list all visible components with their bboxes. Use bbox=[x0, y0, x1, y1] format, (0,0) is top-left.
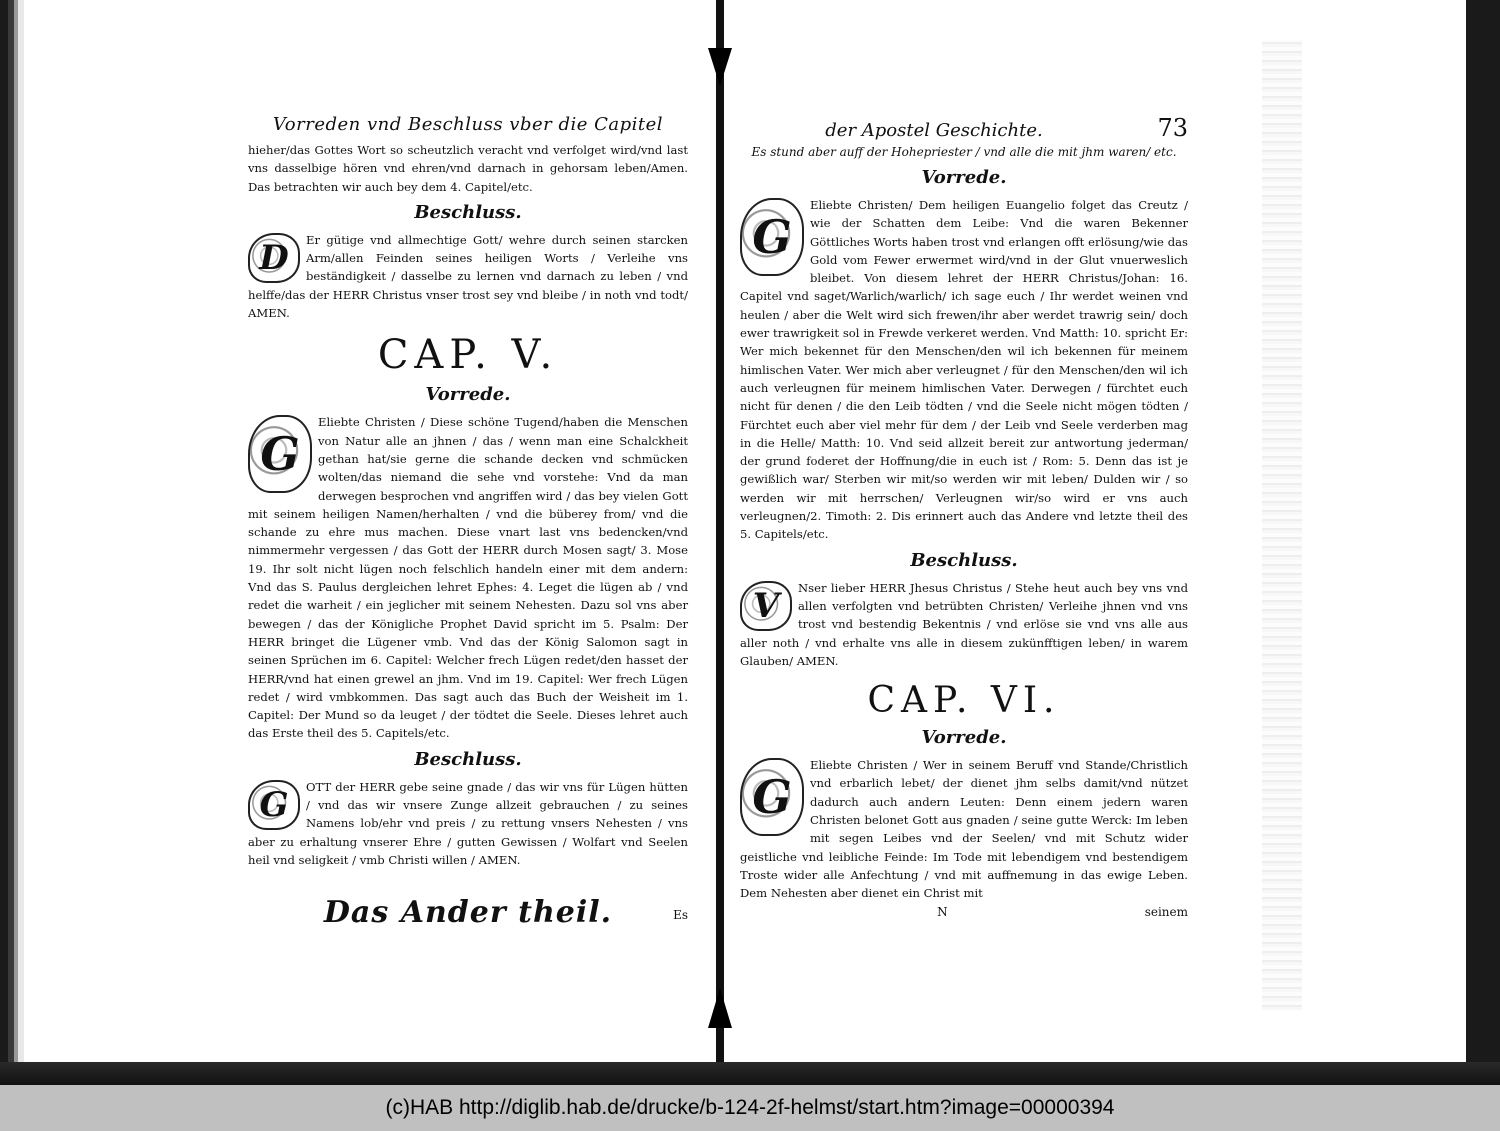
right-catchword: seinem bbox=[1144, 904, 1188, 919]
gutter-clip-top bbox=[708, 48, 732, 86]
right-beschluss-title: Beschluss. bbox=[910, 549, 1018, 571]
left-beschluss-title: Beschluss. bbox=[414, 201, 522, 223]
left-beschluss-paragraph bbox=[248, 231, 688, 322]
decorated-initial: V bbox=[740, 581, 792, 631]
cap-v-beschluss-text: OTT der HERR gebe seine gnade / das wir vns für Lügen hütten / vnd das wir vnsere Zunge allzeit gebrauchen / zu seines Namens lob/ehr vnd preis / zu rettung vnsers Nehesten / vns aber zu erhaltung vnserer Ehre / gutten Gewissen / Wolfart vnd Seelen heil vnd seligkeit / vmb Christi willen / AMEN. bbox=[248, 779, 688, 867]
intro-quote: Es stund aber auff der Hohepriester / vnd alle die mit jhm waren/ etc. bbox=[751, 145, 1177, 159]
left-catchword: Es bbox=[673, 908, 688, 923]
right-footer-line bbox=[740, 905, 1188, 919]
scan-noise-strip bbox=[1262, 40, 1302, 1010]
right-vorrede-title: Vorrede. bbox=[921, 167, 1007, 188]
left-page bbox=[248, 114, 688, 931]
page-number: 73 bbox=[1157, 114, 1188, 142]
right-vorrede-text: Eliebte Christen/ Dem heiligen Euangelio folget das Creutz / wie der Schatten dem Leibe: Vnd die waren Bekenner Göttliches Worts haben trost vnd erlangen offt erlösung/wie das Gold vom Fewer erwermet wird/vnd in der Glut vnuerweslich bleibet. Von diesem lehret der HERR Christus/Johan: 16. Capitel vnd saget/Warlich/warlich/ ich sage euch / Ihr werdet weinen vnd heulen / aber die Welt wird sich frewen/ihr aber werdet trawrig sein/ doch ewer trawrigkeit sol in Frewde verkeret werden. Vnd Matth: 10. spricht Er: Wer mich bekennet für den Menschen/den wil ich bekennen für meinem himlischen Vater. Wer mich aber verleugnet / für den Menschen/den wil ich auch verleugnen für meinem himlischen Vater. Derwegen / fürchtet euch nicht für denen / die den Leib tödten / vnd die Seele nicht mögen tödten / Fürchtet euch aber viel mehr für dem / der Leib vnd Seele verderben mag in die Helle/ Matth: 10. Vnd seid allzeit bereit zur antwortung jederman/ der grund foderet der Hoffnung/die in euch ist / Rom: 5. Denn das ist je gewißlich war/ Sterben wir mit/so werden wir mit leben/ Dulden wir / so werden wir mit herrschen/ Verleugnen wir/so wird er vns auch verleugnen/2. Timoth: 2. Dis erinnert auch das Andere vnd letzte theil des 5. Capitels/etc. bbox=[740, 198, 1188, 542]
scan-bottom-shadow bbox=[0, 1062, 1500, 1085]
cap-v-title: CAP. V. bbox=[377, 332, 559, 379]
cap-v-vorrede-text: Eliebte Christen / Diese schöne Tugend/haben die Menschen von Natur alle an jhnen / das / wenn man eine Schalckheit gethan hat/sie gerne die schande decken vnd schmücken wolten/das niemand die sehe vnd vorstehe: Vnd da man derwegen besprochen vnd angriffen wird / das bey vielen Gott mit seinem heiligen Namen/herhalten / vnd die büberey from/ vnd die schande zu ehre mus machen. Diese vnart last vns bedencken/vnd nimmermehr vergessen / das Gott der HERR durch Mosen sagt/ 3. Mose 19. Ihr solt nicht lügen noch felschlich handeln einer mit dem andern: Vnd das S. Paulus dergleichen lehret Ephes: 4. Leget die lügen ab / vnd redet die warheit / ein jeglicher mit seinem Nehesten. Dazu sol vns aber bewegen / das der Königliche Prophet David spricht im 5. Psalm: Der HERR bringet die Lügener vmb. Vnd das der König Salomon sagt in seinen Sprüchen im 6. Capitel: Welcher frech Lügen redet/den hasset der HERR/vnd hat einen grewel an jhm. Vnd im 19. Capitel: Wer frech Lügen redet / wird vmbkommen. Das sagt auch das Buch der Weisheit im 1. Capitel: Der Mund so da leuget / der tödtet die Seele. Dieses lehret auch das Erste theil des 5. Capitels/etc. bbox=[248, 415, 688, 741]
signature-mark: N bbox=[937, 904, 948, 919]
copyright-footer bbox=[0, 1085, 1500, 1131]
gutter-clip-bottom bbox=[708, 988, 732, 1028]
cap-vi-vorrede-paragraph bbox=[740, 756, 1188, 902]
decorated-initial: G bbox=[248, 780, 300, 830]
decorated-initial: D bbox=[248, 233, 300, 283]
cap-v-vorrede-paragraph bbox=[248, 413, 688, 742]
decorated-initial: G bbox=[740, 758, 804, 836]
right-beschluss-paragraph bbox=[740, 579, 1188, 670]
ander-theil-title: Das Ander theil. bbox=[323, 895, 613, 931]
left-beschluss-text: Er gütige vnd allmechtige Gott/ wehre durch seinen starcken Arm/allen Feinden seines heiligen Worts / Verleihe vns beständigkeit / dasselbe zu lernen vnd darnach zu leben / vnd helffe/das der HERR Christus vnser trost sey vnd bleibe / in noth vnd todt/ AMEN. bbox=[248, 232, 688, 321]
right-head-row bbox=[740, 114, 1188, 142]
scan-left-edge bbox=[0, 0, 24, 1085]
cap-v-beschluss-title: Beschluss. bbox=[414, 748, 522, 770]
right-running-head: der Apostel Geschichte. bbox=[825, 120, 1043, 141]
left-running-head: Vorreden vnd Beschluss vber die Capitel bbox=[272, 114, 664, 135]
cap-v-beschluss-paragraph bbox=[248, 778, 688, 869]
right-beschluss-text: Nser lieber HERR Jhesus Christus / Stehe heut auch bey vns vnd allen verfolgten vnd betrübten Christen/ Verleihe jhnen vnd vns trost vnd bestendig Bekentnis / vnd erlöse sie vnd vns alle aus aller noth / vnd erhalte vns alle in diesem zukünfftigen leben/ in warem Glauben/ AMEN. bbox=[740, 580, 1188, 668]
cap-vi-vorrede-text: Eliebte Christen / Wer in seinem Beruff vnd Stande/Christlich vnd erbarlich lebet/ der dienet jhm selbs damit/vnd nützet dadurch auch andern Leuten: Denn einem jedern waren Christen belonet Gott aus gnaden / seine gutte Werck: Im leben mit segen Leibes vnd der Seelen/ vnd mit Schutz wider geistliche vnd leibliche Feinde: Im Tode mit lebendigem vnd bestendigem Troste wider alle Anfechtung / vnd mit auffnemung in das ewige Leben. Dem Nehesten aber dienet ein Christ mit bbox=[740, 758, 1188, 901]
right-page bbox=[740, 114, 1188, 919]
cap-vi-title: CAP. VI. bbox=[867, 680, 1061, 722]
decorated-initial: G bbox=[248, 415, 312, 493]
cap-v-vorrede-title: Vorrede. bbox=[425, 384, 511, 406]
right-vorrede-paragraph bbox=[740, 196, 1188, 544]
left-continuation-text: hieher/das Gottes Wort so scheutzlich veracht vnd verfolget wird/vnd last vns dasselbige hören vnd ehren/vnd darnach in gehorsam leben/Amen. Das betrachten wir auch bey dem 4. Capitel/etc. bbox=[248, 143, 688, 194]
decorated-initial: G bbox=[740, 198, 804, 276]
book-gutter bbox=[716, 0, 724, 1062]
footer-credit-text: (c)HAB http://diglib.hab.de/drucke/b-124-2f-helmst/start.htm?image=00000394 bbox=[385, 1096, 1115, 1119]
scan-right-frame bbox=[1466, 0, 1500, 1085]
cap-vi-vorrede-title: Vorrede. bbox=[921, 727, 1007, 749]
